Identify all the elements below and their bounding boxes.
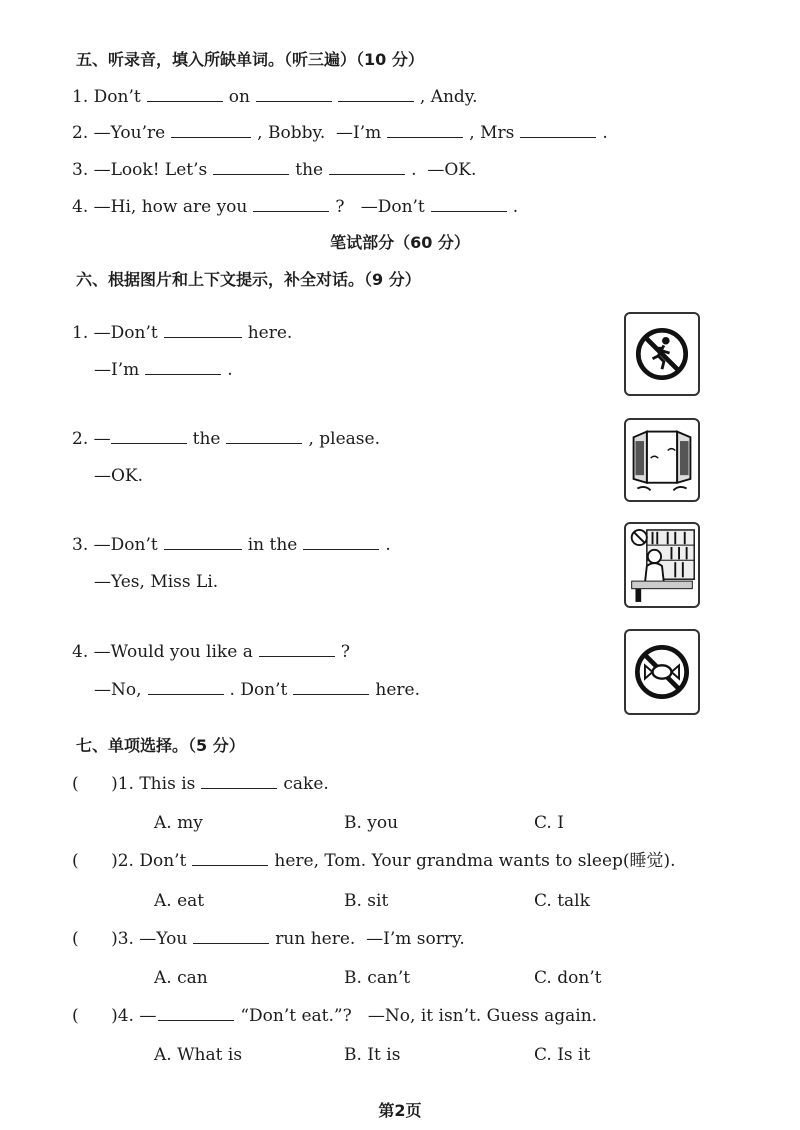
s7-q3: ( )3. —You run here. —I’m sorry.	[72, 929, 465, 949]
section5-title: 五、听录音，填入所缺单词。（听三遍）（10 分）	[76, 50, 424, 69]
blank[interactable]	[164, 323, 242, 338]
s6-q1-line1: 1. —Don’t here.	[72, 323, 293, 343]
blank[interactable]	[329, 160, 405, 175]
no-running-icon	[624, 312, 700, 396]
option-a[interactable]: A. my	[154, 813, 203, 833]
blank[interactable]	[303, 535, 379, 550]
blank[interactable]	[171, 123, 251, 138]
blank[interactable]	[259, 642, 335, 657]
option-b[interactable]: B. can’t	[344, 968, 411, 988]
option-b[interactable]: B. It is	[344, 1045, 401, 1065]
option-c[interactable]: C. don’t	[534, 968, 602, 988]
blank[interactable]	[338, 87, 414, 102]
s6-q3-line1: 3. —Don’t in the .	[72, 535, 391, 555]
page-number: 第2页	[378, 1101, 422, 1120]
blank[interactable]	[201, 774, 277, 789]
s5-q1: 1. Don’t on , Andy.	[72, 87, 478, 107]
blank[interactable]	[293, 680, 369, 695]
blank[interactable]	[226, 429, 302, 444]
option-a[interactable]: A. eat	[154, 891, 205, 911]
s6-q3-line2: —Yes, Miss Li.	[94, 572, 219, 592]
no-candy-icon	[624, 629, 700, 715]
s6-q2-line2: —OK.	[94, 466, 144, 486]
s6-q4-line2: —No, . Don’t here.	[94, 680, 420, 700]
option-a[interactable]: A. What is	[154, 1045, 243, 1065]
window-icon	[624, 418, 700, 502]
section7-title: 七、单项选择。（5 分）	[76, 736, 245, 755]
blank[interactable]	[256, 87, 332, 102]
option-c[interactable]: C. Is it	[534, 1045, 591, 1065]
s6-q1-line2: —I’m .	[94, 360, 233, 380]
blank[interactable]	[147, 87, 223, 102]
blank[interactable]	[192, 851, 268, 866]
option-c[interactable]: C. talk	[534, 891, 590, 911]
s6-q4-line1: 4. —Would you like a ?	[72, 642, 350, 662]
blank[interactable]	[158, 1006, 234, 1021]
blank[interactable]	[111, 429, 187, 444]
blank[interactable]	[145, 360, 221, 375]
option-a[interactable]: A. can	[154, 968, 208, 988]
section6-title: 六、根据图片和上下文提示，补全对话。（9 分）	[76, 270, 421, 289]
blank[interactable]	[387, 123, 463, 138]
s6-q2-line1: 2. — the , please.	[72, 429, 380, 449]
blank[interactable]	[520, 123, 596, 138]
blank[interactable]	[148, 680, 224, 695]
s5-q3: 3. —Look! Let’s the . —OK.	[72, 160, 477, 180]
blank[interactable]	[213, 160, 289, 175]
blank[interactable]	[193, 929, 269, 944]
option-b[interactable]: B. sit	[344, 891, 389, 911]
s7-q2: ( )2. Don’t here, Tom. Your grandma wants to sleep(睡觉).	[72, 851, 676, 871]
s5-q4: 4. —Hi, how are you ? —Don’t .	[72, 197, 519, 217]
s7-q4: ( )4. — “Don’t eat.”? —No, it isn’t. Guess again.	[72, 1006, 598, 1026]
s5-q2: 2. —You’re , Bobby. —I’m , Mrs .	[72, 123, 608, 143]
blank[interactable]	[164, 535, 242, 550]
blank[interactable]	[431, 197, 507, 212]
option-b[interactable]: B. you	[344, 813, 399, 833]
option-c[interactable]: C. I	[534, 813, 564, 833]
s7-q1: ( )1. This is cake.	[72, 774, 329, 794]
library-no-smoking-icon	[624, 522, 700, 608]
blank[interactable]	[253, 197, 329, 212]
written-part-title: 笔试部分（60 分）	[330, 233, 470, 252]
